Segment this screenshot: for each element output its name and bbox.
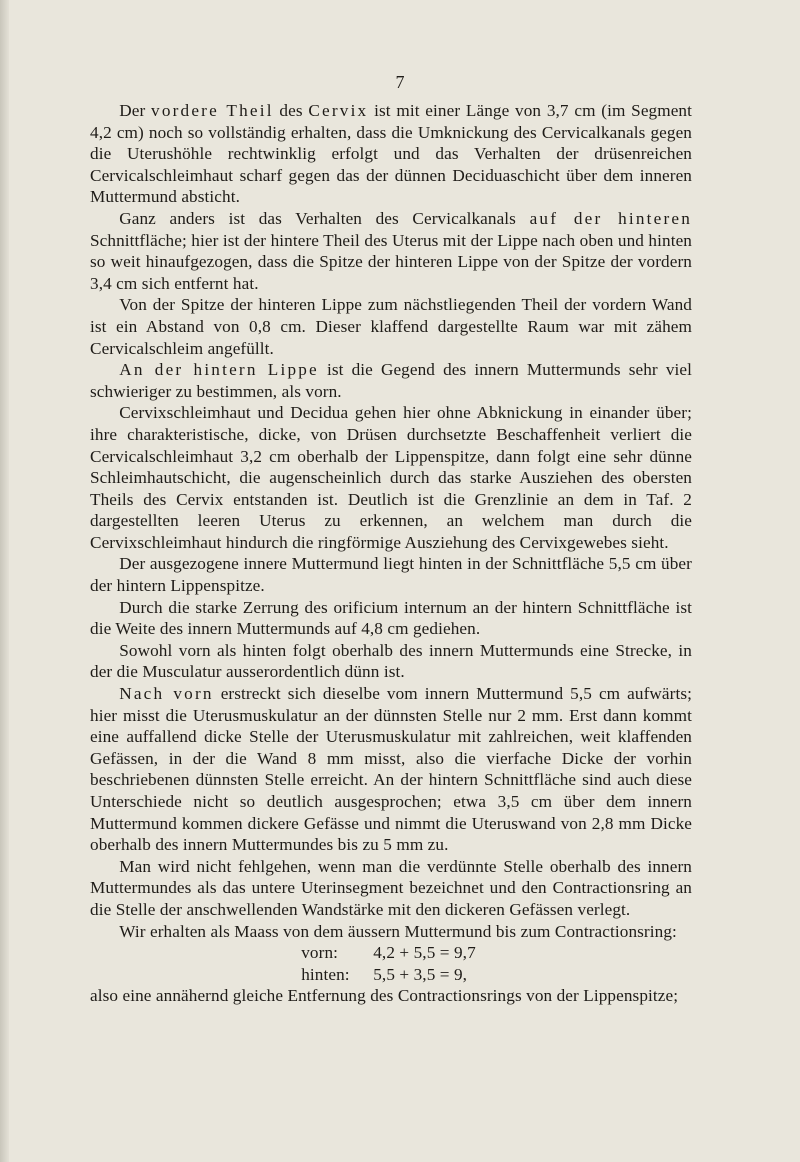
formula-line	[90, 942, 692, 964]
paragraph	[90, 208, 692, 294]
body-text	[90, 100, 692, 1007]
paragraph	[90, 553, 692, 596]
formula-expression: 4,2 + 5,5 = 9,7	[373, 943, 476, 963]
emphasized-text: Nach vorn	[119, 684, 214, 704]
paragraph	[90, 856, 692, 921]
paragraph-text: Der	[119, 101, 152, 120]
paragraph	[90, 359, 692, 402]
formula-label: vorn:	[301, 943, 339, 963]
formula-label: hinten:	[301, 964, 350, 984]
paragraph-text: ist die Gegend des innern Muttermunds sehr viel schwieriger zu bestimmen, als vorn.	[90, 360, 692, 401]
emphasized-text: auf der hinteren	[529, 208, 693, 228]
paragraph-text: Sowohl vorn als hinten folgt oberhalb des innern Muttermunds eine Strecke, in der die Musculatur ausserordentlich dünn ist.	[90, 640, 692, 682]
emphasized-text: vordere Theil	[151, 101, 274, 120]
paragraph	[90, 640, 692, 683]
formula-expression: 5,5 + 3,5 = 9,	[373, 964, 468, 984]
paragraph-text: Cervixschleimhaut und Decidua gehen hier ohne Abknickung in einander über; ihre charakteristische, dicke, von Drüsen durchsetzte Beschaffenheit verliert die Cervicalschleimhaut 3,2 cm oberhalb der Lippenspitze, dann folgt eine sehr dünne Schleimhautschicht, die augenscheinlich durch das starke Ausziehen des obersten Theils des Cervix entstanden ist. Deutlich ist die Grenzlinie an dem in Taf. 2 dargestellten leeren Uterus zu erkennen, an welchem man durch die Cervixschleimhaut hindurch die ringförmige Ausziehung des Cervixgewebes sieht.	[90, 403, 692, 552]
paragraph-text: erstreckt sich dieselbe vom innern Muttermund 5,5 cm aufwärts; hier misst die Uterusmuskulatur an der dünnsten Stelle nur 2 mm. Erst dann kommt eine auffallend dicke Stelle der Uterusmuskulatur mit zahlreichen, weit klaffenden Gefässen, in der die Wand 8 mm misst, also die vierfache Dicke der vorhin beschriebenen dünnsten Stelle erreicht. An der hintern Schnittfläche sind auch diese Unterschiede nicht so deutlich ausgesprochen; etwa 3,5 cm über dem innern Muttermund kommen dickere Gefässe und nimmt die Uteruswand von 2,8 mm Dicke oberhalb des innern Muttermundes bis zu 5 mm zu.	[90, 684, 692, 855]
paragraph	[90, 921, 692, 943]
paragraph	[90, 100, 692, 208]
formula-line	[90, 964, 692, 986]
paragraph	[90, 683, 692, 856]
paragraph-text: Man wird nicht fehlgehen, wenn man die verdünnte Stelle oberhalb des innern Muttermundes als das untere Uterinsegment bezeichnet und den Contractionsring an die Stelle der anschwellenden Wandstärke mit den dickeren Gefässen verlegt.	[90, 856, 692, 919]
paragraph-text: Wir erhalten als Maass von dem äussern Muttermund bis zum Contractionsring:	[119, 921, 677, 941]
paragraph-text: Schnittfläche; hier ist der hintere Theil des Uterus mit der Lippe nach oben und hinten so weit hinaufgezogen, dass die Spitze der hinteren Lippe von der Spitze der vordern 3,4 cm sich entfernt hat.	[90, 230, 692, 293]
paragraph-text: Durch die starke Zerrung des orificium internum an der hintern Schnittfläche ist die Weite des innern Muttermunds auf 4,8 cm gediehen.	[90, 597, 692, 639]
paragraph-text: Ganz anders ist das Verhalten des Cervicalkanals	[119, 208, 530, 228]
emphasized-text: Cervix	[308, 101, 369, 120]
paragraph-text: des	[273, 101, 309, 120]
paragraph	[90, 597, 692, 640]
paragraph-text: Von der Spitze der hinteren Lippe zum nächstliegenden Theil der vordern Wand ist ein Abstand von 0,8 cm. Dieser klaffend dargestellte Raum war mit zähem Cervicalschleim angefüllt.	[90, 295, 692, 358]
paragraph-text: Der ausgezogene innere Muttermund liegt hinten in der Schnittfläche 5,5 cm über der hintern Lippenspitze.	[90, 554, 692, 596]
paragraph	[90, 294, 692, 359]
page-binding-edge	[0, 0, 9, 1162]
closing-line: also eine annähernd gleiche Entfernung des Contractionsrings von der Lippenspitze;	[90, 986, 679, 1006]
paragraph-text: ist mit einer Länge von 3,7 cm (im Segment 4,2 cm) noch so vollständig erhalten, dass die Umknickung des Cervicalkanals gegen die Uterushöhle rechtwinklig erfolgt und das Verhalten der drüsenreichen Cervicalschleimhaut scharf gegen das der dünnen Deciduaschicht über dem inneren Muttermund absticht.	[90, 101, 693, 207]
paragraph	[90, 402, 692, 553]
emphasized-text: An der hintern Lippe	[119, 360, 319, 380]
page-number: 7	[395, 72, 405, 92]
